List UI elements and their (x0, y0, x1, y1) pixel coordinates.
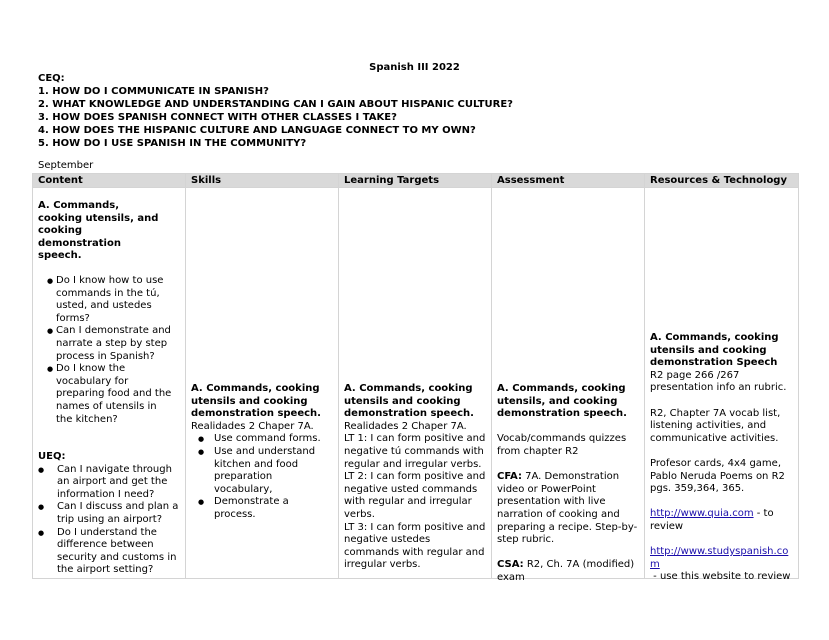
ceq-item: 1. HOW DO I COMMUNICATE IN SPANISH? (38, 86, 269, 97)
targets-heading: A. Commands, cooking utensils and cooking demonstration speech. (344, 383, 474, 420)
learning-target-1: LT 1: I can form positive and negative tú commands with regular and irregular verbs. (344, 433, 486, 470)
skills-source: Realidades 2 Chaper 7A. (191, 420, 314, 432)
content-question-list (38, 275, 173, 426)
header-content: Content (33, 174, 186, 188)
ceq-item: 4. HOW DOES THE HISPANIC CULTURE AND LANGUAGE CONNECT TO MY OWN? (38, 125, 476, 136)
content-cell (33, 188, 186, 579)
list-item: ● Use command forms. (191, 433, 333, 446)
table-row (33, 188, 799, 579)
document-title: Spanish III 2022 (369, 62, 460, 73)
list-item: ● Demonstrate a process. (191, 496, 333, 521)
skills-cell (186, 188, 339, 579)
learning-target-2: LT 2: I can form positive and negative usted commands with regular and irregular verbs. (344, 471, 486, 520)
skills-list (191, 433, 333, 521)
ueq-list (38, 464, 180, 577)
studyspanish-link[interactable]: http://www.studyspanish.com (650, 546, 789, 570)
header-learning-targets: Learning Targets (339, 174, 492, 188)
ceq-item: 3. HOW DOES SPANISH CONNECT WITH OTHER CLASSES I TAKE? (38, 112, 397, 123)
assessment-cfa (497, 471, 639, 547)
resources-vocab: R2, Chapter 7A vocab list, listening activities, and communicative activities. (650, 407, 781, 444)
ceq-label: CEQ: (38, 73, 65, 84)
list-item: ● Do I know the vocabulary for preparing food and the names of utensils in the kitchen? (38, 363, 173, 426)
assessment-quiz: Vocab/commands quizzes from chapter R2 (497, 433, 627, 457)
ceq-item: 2. WHAT KNOWLEDGE AND UNDERSTANDING CAN I GAIN ABOUT HISPANIC CULTURE? (38, 99, 513, 110)
assessment-heading: A. Commands, cooking utensils, and cooking demonstration speech. (497, 383, 627, 420)
month-label: September (38, 160, 94, 171)
list-item: ● Do I know how to use commands in the tú, usted, and ustedes forms? (38, 275, 173, 325)
resources-heading: A. Commands, cooking utensils and cooking demonstration Speech (650, 332, 779, 369)
resource-link-quia (650, 508, 793, 533)
learning-target-3: LT 3: I can form positive and negative ustedes commands with regular and irregular verbs. (344, 521, 486, 571)
quia-link[interactable]: http://www.quia.com (650, 508, 754, 520)
resource-link-studyspanish (650, 546, 793, 571)
studyspanish-link-note: - use this website to review (650, 571, 791, 583)
csa-text: R2, Ch. 7A (modified) exam (497, 559, 635, 583)
ceq-item: 5. HOW DO I USE SPANISH IN THE COMMUNITY? (38, 138, 307, 149)
header-assessment: Assessment (492, 174, 645, 188)
targets-source: Realidades 2 Chaper 7A. (344, 420, 467, 432)
cfa-label: CFA: (497, 471, 522, 483)
quia-link-note: - to review (650, 508, 774, 532)
list-item: ● Can I discuss and plan a trip using an airport? (38, 501, 180, 526)
resources-cell (645, 188, 799, 583)
header-resources: Resources & Technology (645, 174, 799, 188)
list-item: ● Do I understand the difference between security and customs in the airport setting? (38, 527, 180, 577)
list-item: ● Can I navigate through an airport and get the information I need? (38, 464, 180, 502)
ueq-label: UEQ: (38, 451, 66, 463)
resources-cards: Profesor cards, 4x4 game, Pablo Neruda Poems on R2 pgs. 359,364, 365. (650, 457, 785, 495)
cfa-text: 7A. Demonstration video or PowerPoint presentation with live narration of cooking and preparing a recipe. Step-by-step rubric. (497, 471, 638, 546)
curriculum-table (32, 173, 799, 583)
skills-heading: A. Commands, cooking utensils and cooking demonstration speech. (191, 383, 321, 420)
content-heading: A. Commands, cooking utensils, and cooking demonstration speech. (38, 200, 159, 262)
resources-pages: R2 page 266 /267 presentation info an rubric. (650, 369, 787, 394)
table-header-row (33, 174, 799, 188)
list-item: ● Can I demonstrate and narrate a step by step process in Spanish? (38, 325, 173, 363)
header-skills: Skills (186, 174, 339, 188)
assessment-csa (497, 559, 639, 584)
list-item: ● Use and understand kitchen and food preparation vocabulary, (191, 446, 333, 496)
csa-label: CSA: (497, 559, 524, 571)
ceq-block (38, 72, 513, 150)
assessment-cell (492, 188, 645, 583)
learning-targets-cell (339, 188, 492, 579)
